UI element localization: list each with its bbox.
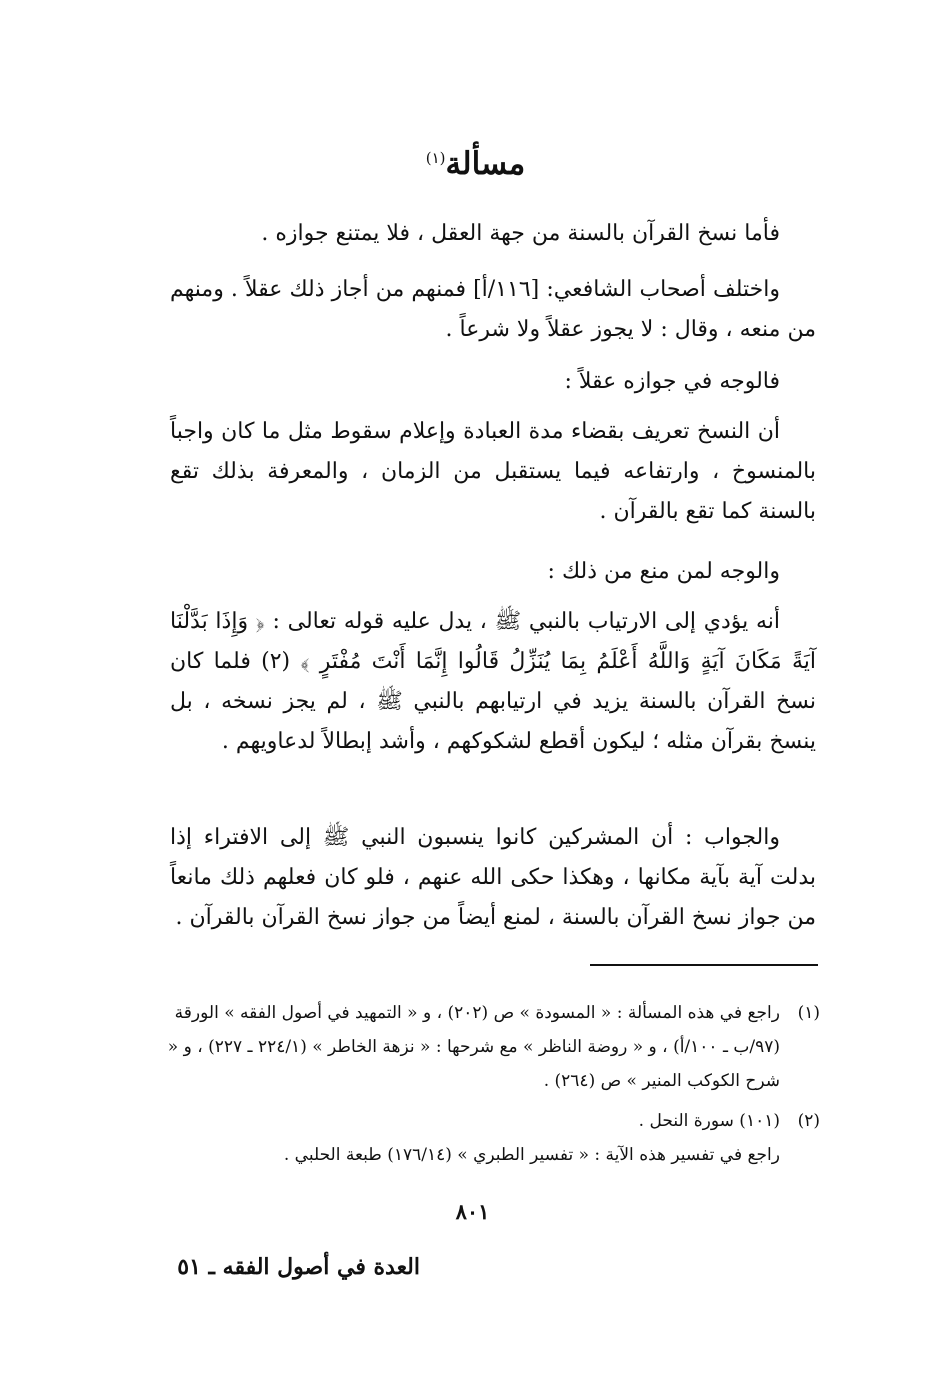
paragraph-2 — [170, 270, 816, 350]
section-heading — [0, 146, 945, 182]
paragraph-6 — [170, 602, 816, 762]
footnote-entry-continuation — [165, 1138, 820, 1172]
paragraph-3 — [170, 362, 816, 402]
page-number: ٨٠١ — [455, 1199, 490, 1224]
footnote-separator — [590, 964, 818, 966]
footnote-entry — [165, 1104, 820, 1138]
footnote-text: (١٠١) سورة النحل . — [638, 1111, 780, 1131]
body-paragraph: والوجه لمن منع من ذلك : — [547, 559, 780, 584]
body-paragraph: فأما نسخ القرآن بالسنة من جهة العقل ، فلا يمتنع جوازه . — [261, 221, 780, 246]
body-paragraph: فالوجه في جوازه عقلاً : — [564, 369, 780, 394]
body-paragraph: والجواب : أن المشركين كانوا ينسبون النبي ﷺ إلى الافتراء إذا بدلت آية بآية مكانها ، وهكذا حكى الله عنهم ، فلو كان فعلهم ذلك مانعاً من جواز نسخ القرآن بالسنة ، لمنع أيضاً من جواز نسخ القرآن بالقرآن . — [170, 825, 816, 930]
body-paragraph: واختلف أصحاب الشافعي: [١١٦/أ] فمنهم من أجاز ذلك عقلاً . ومنهم من منعه ، وقال : لا يجوز عقلاً ولا شرعاً . — [170, 277, 816, 342]
paragraph-4 — [170, 412, 816, 532]
footnote-text: راجع في هذه المسألة : « المسودة » ص (٢٠٢) ، و « التمهيد في أصول الفقه » الورقة (٩٧/ب ـ ١٠٠/أ) ، و « روضة الناظر » مع شرحها : « نزهة الخاطر » (٢٢٤/١ ـ ٢٢٧) ، و « شرح الكوكب المنير » ص (٢٦٤) . — [167, 1003, 780, 1091]
paragraph-5 — [170, 552, 816, 592]
footnote-number: (٢) — [797, 1111, 820, 1131]
body-paragraph: أنه يؤدي إلى الارتياب بالنبي ﷺ ، يدل عليه قوله تعالى : ﴿ وَإِذَا بَدَّلْنَا آيَةً مَكَانَ آيَةٍ وَاللَّهُ أَعْلَمُ بِمَا يُنَزِّلُ قَالُوا إِنَّمَا أَنْتَ مُفْتَرٍ ﴾ (٢) فلما كان نسخ القرآن بالسنة يزيد في ارتيابهم بالنبي ﷺ ، لم يجز نسخه ، بل ينسخ بقرآن مثله ؛ ليكون أقطع لشكوكهم ، وأشد إبطالاً لدعاويهم . — [170, 609, 816, 754]
body-paragraph: أن النسخ تعريف بقضاء مدة العبادة وإعلام سقوط مثل ما كان واجباً بالمنسوخ ، وارتفاعه فيما يستقبل من الزمان ، والمعرفة بذلك تقع بالسنة كما تقع بالقرآن . — [170, 419, 816, 524]
heading-title: مسألة — [445, 146, 526, 182]
footnote-2 — [165, 1104, 820, 1172]
heading-footnote-mark: (١) — [425, 148, 446, 167]
footnote-number: (١) — [797, 1003, 820, 1023]
running-footer: العدة في أصول الفقه ـ ٥١ — [177, 1254, 420, 1280]
footnote-entry — [165, 996, 820, 1098]
paragraph-1 — [170, 214, 816, 254]
footnote-1 — [165, 996, 820, 1098]
footnote-text: راجع في تفسير هذه الآية : « تفسير الطبري » (١٧٦/١٤) طبعة الحلبي . — [283, 1145, 780, 1165]
paragraph-7 — [170, 818, 816, 938]
